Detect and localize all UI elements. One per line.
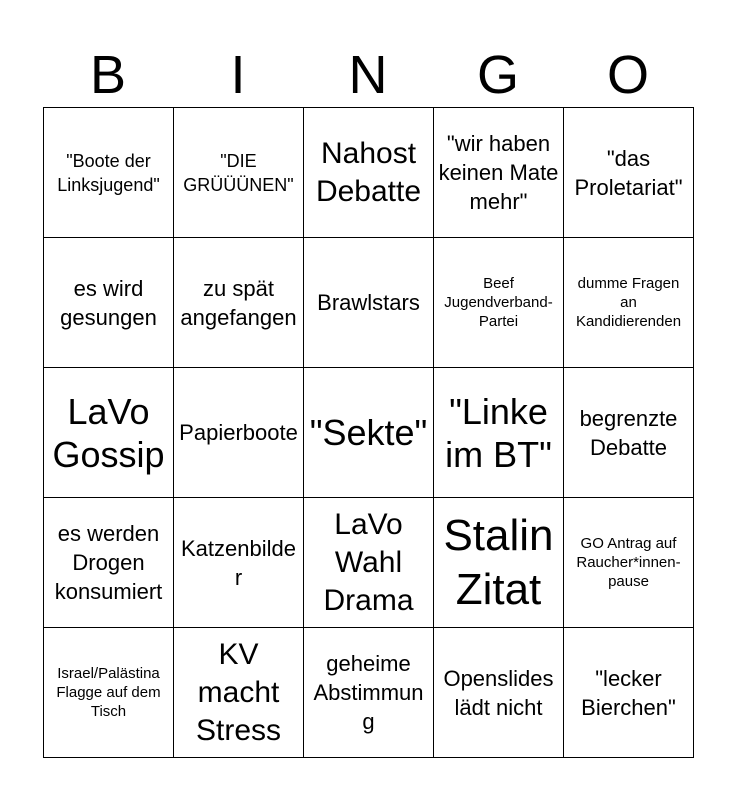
header-letter-g: G [476,45,519,105]
bingo-cell[interactable] [564,108,694,238]
bingo-cell-text: GO Antrag auf Raucher*innen-pause [576,535,681,590]
bingo-cell[interactable] [174,368,304,498]
bingo-cell-text: Katzenbilder [181,535,296,590]
bingo-cell[interactable] [174,238,304,368]
bingo-cell-text: "Boote der Linksjugend" [57,150,160,195]
bingo-cell[interactable] [44,368,174,498]
bingo-cell-text: dumme Fragen an Kandidierenden [575,275,682,330]
header-letter-i: I [230,45,246,105]
bingo-cell[interactable] [434,498,564,628]
bingo-cell[interactable] [564,628,694,758]
bingo-cell[interactable] [434,108,564,238]
bingo-cell-text: zu spät angefangen [180,275,297,330]
bingo-cell[interactable] [304,238,434,368]
bingo-cell-text: geheime Abstimmung [313,651,424,734]
bingo-cell[interactable] [434,368,564,498]
bingo-cell-text: Brawlstars [317,290,420,315]
header-letter-n: N [348,45,388,105]
bingo-cell-text: begrenzte Debatte [579,405,678,460]
bingo-cell[interactable] [564,238,694,368]
bingo-cell-text: LaVo Gossip [52,390,165,475]
bingo-cell[interactable] [174,108,304,238]
bingo-cell[interactable] [304,628,434,758]
bingo-cell[interactable] [44,238,174,368]
bingo-cell[interactable] [44,498,174,628]
bingo-grid [43,107,694,758]
bingo-cell-text: Beef Jugendverband-Partei [444,275,553,330]
bingo-cell-text: LaVo Wahl Drama [323,507,414,617]
bingo-cell-text: "wir haben keinen Mate mehr" [438,131,559,214]
bingo-cell-text: "Sekte" [309,412,428,453]
bingo-cell[interactable] [174,498,304,628]
bingo-cell-text: "DIE GRÜÜÜNEN" [183,150,294,195]
bingo-cell[interactable] [434,238,564,368]
bingo-cell-text: Stalin Zitat [443,510,554,614]
bingo-cell-text: es wird gesungen [60,275,157,330]
header-letter-o: O [606,45,649,105]
bingo-cell-text: "Linke im BT" [445,390,552,475]
bingo-cell[interactable] [304,498,434,628]
bingo-cell[interactable] [304,368,434,498]
bingo-header [43,44,693,106]
bingo-cell-text: KV macht Stress [195,637,282,747]
bingo-cell-text: "lecker Bierchen" [581,665,676,720]
bingo-cell-text: Papierboote [179,420,298,445]
bingo-cell[interactable] [304,108,434,238]
bingo-cell-text: "das Proletariat" [574,145,683,200]
bingo-cell[interactable] [564,368,694,498]
bingo-cell[interactable] [44,628,174,758]
bingo-cell[interactable] [44,108,174,238]
bingo-cell-text: Israel/Palästina Flagge auf dem Tisch [56,665,161,720]
bingo-cell[interactable] [174,628,304,758]
bingo-cell-text: Openslides lädt nicht [443,665,554,720]
bingo-cell[interactable] [434,628,564,758]
header-letter-b: B [89,45,127,105]
bingo-cell-text: es werden Drogen konsumiert [54,521,163,604]
bingo-cell[interactable] [564,498,694,628]
bingo-cell-text: Nahost Debatte [315,136,422,208]
